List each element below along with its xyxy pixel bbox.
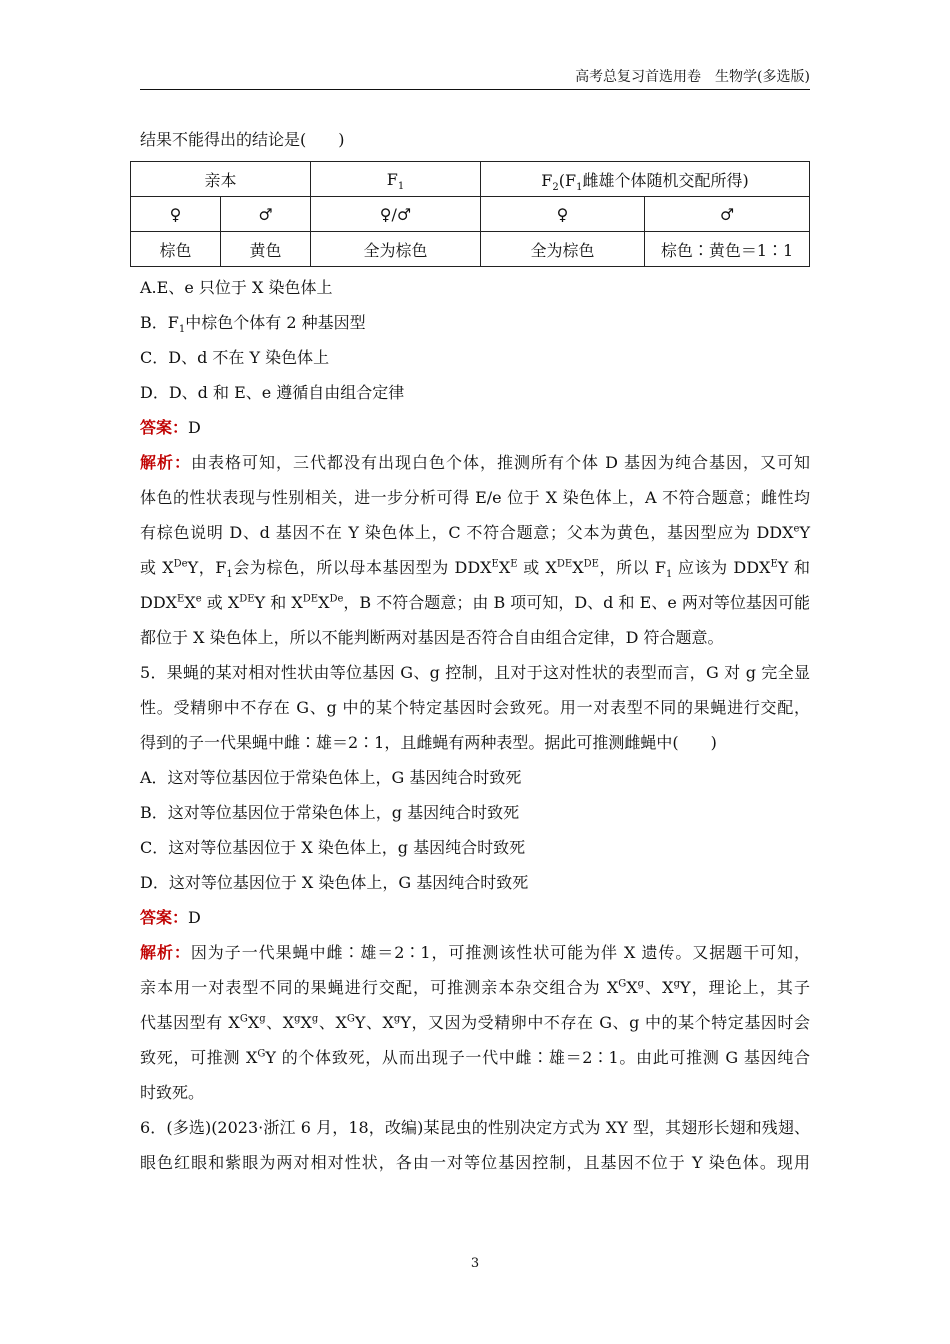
table-cell: 黄色	[221, 232, 311, 267]
both-symbol: ♀/♂	[311, 197, 481, 232]
q6-stem-line: 眼色红眼和紫眼为两对相对性状，各由一对等位基因控制，且基因不位于 Y 染色体。现用	[140, 1153, 810, 1172]
q5-option-a: A．这对等位基因位于常染色体上，G 基因纯合时致死	[140, 768, 522, 787]
q5-explanation-line: 亲本用一对表型不同的果蝇进行交配，可推测亲本杂交组合为 $X^GX^g$、$X^gY$，理论上，其子	[140, 978, 810, 997]
header-rule	[140, 89, 810, 90]
male-symbol: ♂	[221, 197, 311, 232]
q5-option-d: D．这对等位基因位于 X 染色体上，G 基因纯合时致死	[140, 873, 529, 892]
table-header-row	[131, 162, 810, 197]
table-cell: 棕色	[131, 232, 221, 267]
q4-answer: 答案：D	[140, 418, 201, 437]
table-cell: 全为棕色	[311, 232, 481, 267]
q6-stem-line: 6．(多选)(2023·浙江 6 月，18，改编)某昆虫的性别决定方式为 XY 型，其翅形长翅和残翅、	[140, 1118, 810, 1137]
q5-stem-line: 性。受精卵中不存在 G、g 中的某个特定基因时会致死。用一对表型不同的果蝇进行交配，	[140, 698, 810, 717]
q4-option-c: C．D、d 不在 Y 染色体上	[140, 348, 330, 367]
q4-explanation-line: 或 XDeY，$F_1$会为棕色，所以母本基因型为 $DDX^EX^E$ 或 XDEXDE，所以 $F_1$ 应该为 $DDX^EY$ 和	[140, 558, 810, 581]
page-content	[140, 122, 810, 1180]
q5-option-c: C．这对等位基因位于 X 染色体上，g 基因纯合时致死	[140, 838, 526, 857]
q5-stem-line: 5．果蝇的某对相对性状由等位基因 G、g 控制，且对于这对性状的表型而言，G 对 g 完全显	[140, 663, 810, 682]
page-number: 3	[470, 1256, 480, 1271]
q4-option-a: A.E、e 只位于 X 染色体上	[140, 278, 333, 297]
table-cell: 棕色∶黄色＝1∶1	[645, 232, 810, 267]
q5-explanation-line: 解析：因为子一代果蝇中雌∶雄＝2∶1，可推测该性状可能为伴 X 遗传。又据题干可知，	[140, 943, 810, 962]
q5-explanation-line: 致死，可推测 $X^GY$ 的个体致死，从而出现子一代中雌∶雄＝2∶1。由此可推测 G 基因纯合	[140, 1048, 810, 1067]
table-cell: 全为棕色	[481, 232, 645, 267]
q4-explanation-line: $DDX^EXe$ 或 XDEY 和 XDEXDe，B 不符合题意；由 B 项可知，D、d 和 E、e 两对等位基因可能	[140, 593, 810, 612]
header-f2: $F_2(F_1$雌雄个体随机交配所得)	[481, 162, 810, 197]
results-table	[130, 161, 810, 267]
q4-option-d: D．D、d 和 E、e 遵循自由组合定律	[140, 383, 405, 402]
q5-answer: 答案：D	[140, 908, 201, 927]
running-header: 高考总复习首选用卷 生物学(多选版)	[575, 69, 810, 85]
q5-option-b: B．这对等位基因位于常染色体上，g 基因纯合时致死	[140, 803, 520, 822]
q4-option-b: B．$F_1$中棕色个体有 2 种基因型	[140, 313, 366, 336]
table-row	[131, 232, 810, 267]
q5-stem-line: 得到的子一代果蝇中雌∶雄＝2∶1，且雌蝇有两种表型。据此可推测雌蝇中( )	[140, 733, 717, 752]
q4-explanation-line: 解析：由表格可知，三代都没有出现白色个体，推测所有个体 D 基因为纯合基因，又可知	[140, 453, 810, 472]
q4-explanation-line: 有棕色说明 D、d 基因不在 Y 染色体上，C 不符合题意；父本为黄色，基因型应为 DDXeY	[140, 523, 810, 542]
header-f1: $F_1$	[311, 162, 481, 197]
header-parent: 亲本	[131, 162, 311, 197]
female-symbol: ♀	[481, 197, 645, 232]
q4-stem-tail: 结果不能得出的结论是( )	[140, 130, 345, 149]
q4-explanation-line: 体色的性状表现与性别相关，进一步分析可得 E/e 位于 X 染色体上，A 不符合题意；雌性均	[140, 488, 810, 507]
q5-explanation-line: 时致死。	[140, 1083, 205, 1102]
q4-explanation-line: 都位于 X 染色体上，所以不能判断两对基因是否符合自由组合定律，D 符合题意。	[140, 628, 724, 647]
q5-explanation-line: 代基因型有 $X^GX^g$、$X^gX^g$、$X^GY$、$X^gY$，又因为受精卵中不存在 G、g 中的某个特定基因时会	[140, 1013, 810, 1032]
female-symbol: ♀	[131, 197, 221, 232]
table-sex-row	[131, 197, 810, 232]
male-symbol: ♂	[645, 197, 810, 232]
